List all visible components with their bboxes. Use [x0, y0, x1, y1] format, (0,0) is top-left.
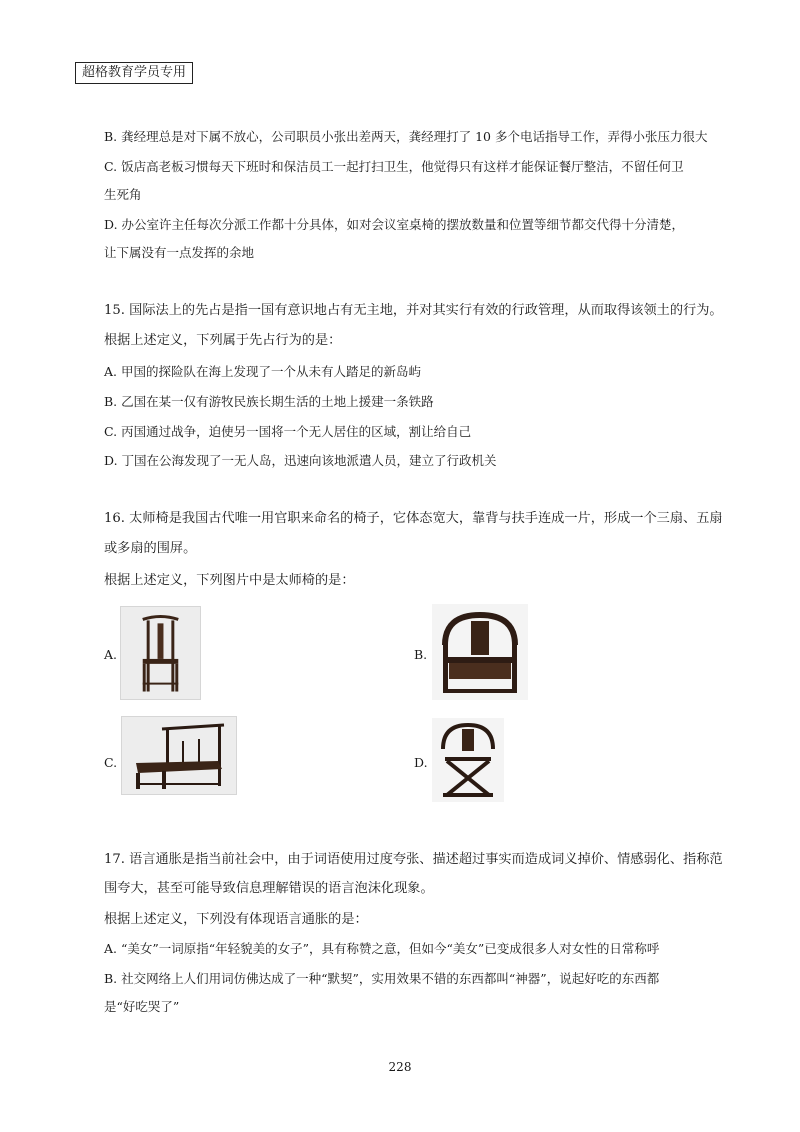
- q14-option-c-line1: C. 饭店高老板习惯每天下班时和保洁员工一起打扫卫生，他觉得只有这样才能保证餐厅整洁，不留任何卫: [104, 159, 684, 174]
- q16-option-c-label: C.: [104, 755, 118, 770]
- q14-option-d-line2: 让下属没有一点发挥的余地: [104, 245, 255, 260]
- q15-option-c: C. 丙国通过战争，迫使另一国将一个无人居住的区域，割让给自己: [104, 424, 472, 439]
- folding-horseshoe-chair-icon: [433, 719, 503, 801]
- chair-photo-b: [432, 604, 528, 700]
- chair-photo-c: [121, 716, 237, 795]
- page-number: 228: [388, 1060, 412, 1074]
- q17-stem-line2: 围夸大，甚至可能导致信息理解错误的语言泡沫化现象。: [104, 881, 434, 896]
- round-back-armchair-icon: [433, 605, 527, 699]
- q14-option-c-line2: 生死角: [104, 187, 142, 202]
- q16-option-a-label: A.: [104, 647, 118, 662]
- q17-option-b-line2: 是“好吃哭了”: [104, 999, 180, 1014]
- q17-option-b-line1: B. 社交网络上人们用词仿佛达成了一种“默契”，实用效果不错的东西都叫“神器”，说起好吃的东西都: [104, 971, 660, 986]
- header-label: 超格教育学员专用: [75, 62, 193, 84]
- q16-option-b-label: B.: [414, 647, 428, 662]
- lounge-chair-icon: [122, 717, 236, 794]
- q15-option-b: B. 乙国在某一仅有游牧民族长期生活的土地上援建一条铁路: [104, 394, 434, 409]
- q17-prompt: 根据上述定义，下列没有体现语言通胀的是：: [104, 912, 368, 927]
- q14-option-d-line1: D. 办公室许主任每次分派工作都十分具体，如对会议室桌椅的摆放数量和位置等细节都交代得十分清楚，: [104, 217, 685, 232]
- chair-photo-a: [120, 606, 201, 700]
- chair-photo-d: [432, 718, 504, 802]
- q16-stem-line1: 16. 太师椅是我国古代唯一用官职来命名的椅子，它体态宽大，靠背与扶手连成一片，形成一个三扇、五扇: [104, 511, 723, 526]
- q16-option-d-label: D.: [414, 755, 428, 770]
- q17-option-a: A. “美女”一词原指“年轻貌美的女子”，具有称赞之意，但如今“美女”已变成很多人对女性的日常称呼: [104, 941, 660, 956]
- q16-prompt: 根据上述定义，下列图片中是太师椅的是：: [104, 573, 355, 588]
- q15-option-d: D. 丁国在公海发现了一无人岛，迅速向该地派遣人员，建立了行政机关: [104, 453, 497, 468]
- yoke-back-chair-icon: [121, 607, 200, 699]
- q15-option-a: A. 甲国的探险队在海上发现了一个从未有人踏足的新岛屿: [104, 364, 421, 379]
- q15-prompt: 根据上述定义，下列属于先占行为的是：: [104, 333, 342, 348]
- q17-stem-line1: 17. 语言通胀是指当前社会中，由于词语使用过度夸张、描述超过事实而造成词义掉价、情感弱化、指称范: [104, 852, 723, 867]
- q16-stem-line2: 或多扇的围屏。: [104, 541, 197, 556]
- q15-stem: 15. 国际法上的先占是指一国有意识地占有无主地，并对其实行有效的行政管理，从而取得该领土的行为。: [104, 303, 723, 318]
- q14-option-b: B. 龚经理总是对下属不放心，公司职员小张出差两天，龚经理打了 10 多个电话指导工作，弄得小张压力很大: [104, 129, 708, 144]
